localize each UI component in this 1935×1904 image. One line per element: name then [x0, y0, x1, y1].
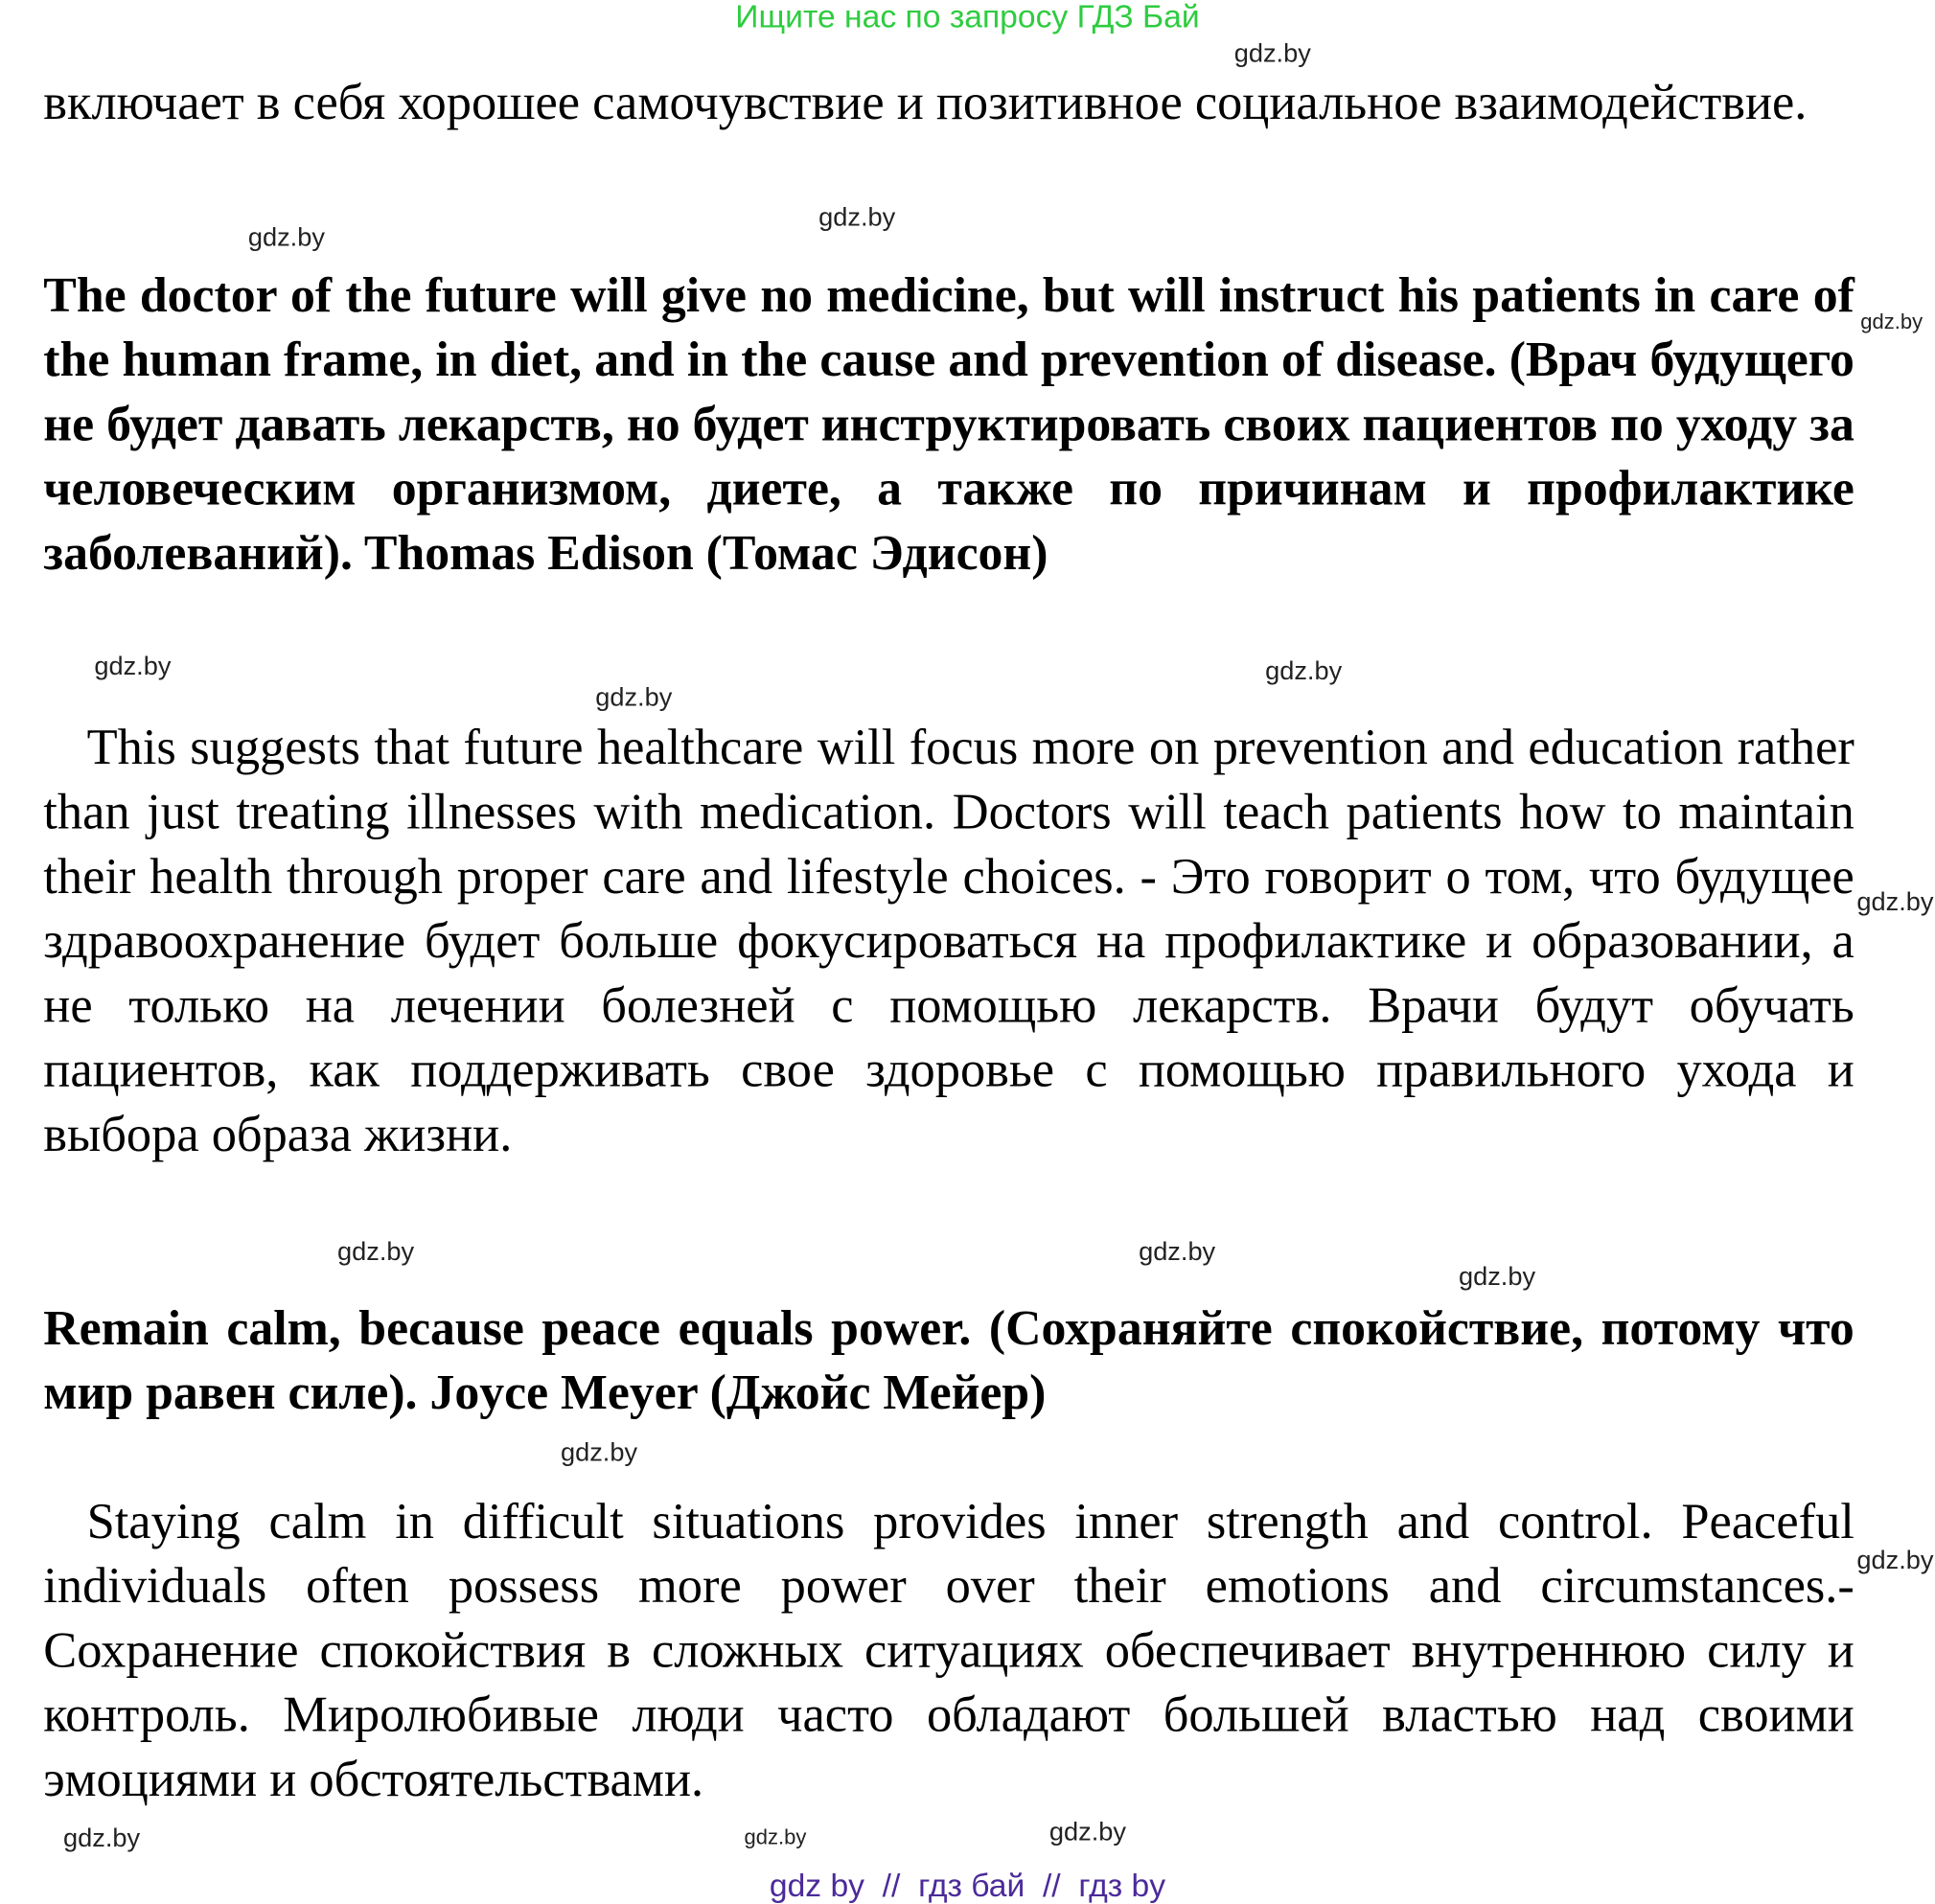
top-banner[interactable]: Ищите нас по запросу ГДЗ Бай — [735, 0, 1200, 35]
watermark: gdz.by — [1265, 656, 1343, 686]
watermark: gdz.by — [337, 1237, 415, 1267]
watermark: gdz.by — [595, 683, 673, 712]
quote-meyer: Remain calm, because peace equals power. (Сохраняйте спокойствие, потому что мир равен силе). Joyce Meyer (Джойс Мейер) — [43, 1299, 1854, 1420]
answer-meyer: Staying calm in difficult situations provides inner strength and control. Peaceful individuals often possess more power over their emotions and circumstances.- Сохранение спокойствия в сложных ситуациях обеспечивает внутреннюю силу и контроль. Миролюбивые люди часто обладают большей властью над своими эмоциями и обстоятельствами. — [43, 1493, 1854, 1807]
watermark: gdz.by — [1139, 1237, 1216, 1267]
watermark: gdz.by — [1458, 1262, 1536, 1292]
footer-links[interactable]: gdz by // гдз бай // гдз by — [769, 1866, 1166, 1904]
answer-edison: This suggests that future healthcare will focus more on prevention and education rather than just treating illnesses with medication. Doctors will teach patients how to maintain their health through proper care and lifestyle choices. - Это говорит о том, что будущее здравоохранение будет больше фокусироваться на профилактике и образовании, а не только на лечении болезней с помощью лекарств. Врачи будут обучать пациентов, как поддерживать свое здоровье с помощью правильного ухода и выбора образа жизни. — [43, 719, 1854, 1162]
watermark: gdz.by — [1856, 1546, 1934, 1575]
paragraph-intro: включает в себя хорошее самочувствие и позитивное социальное взаимодействие. — [43, 74, 1808, 130]
watermark: gdz.by — [1048, 1818, 1126, 1847]
watermark: gdz.by — [1856, 887, 1934, 917]
watermark: gdz.by — [744, 1825, 807, 1849]
quote-edison: The doctor of the future will give no medicine, but will instruct his patients in care of the human frame, in diet, and in the cause and prevention of disease. (Врач будущего не будет давать лекарств, но будет инструктировать своих пациентов по уходу за человеческим организмом, диете, а также по причинам и профилактике заболеваний). Thomas Edison (Томас Эдисон) — [43, 266, 1854, 581]
watermark: gdz.by — [247, 222, 325, 252]
watermark: gdz.by — [1860, 310, 1923, 334]
watermark: gdz.by — [1233, 39, 1311, 69]
watermark: gdz.by — [560, 1438, 638, 1468]
watermark: gdz.by — [63, 1824, 141, 1853]
watermark: gdz.by — [94, 652, 172, 681]
watermark: gdz.by — [818, 203, 896, 233]
